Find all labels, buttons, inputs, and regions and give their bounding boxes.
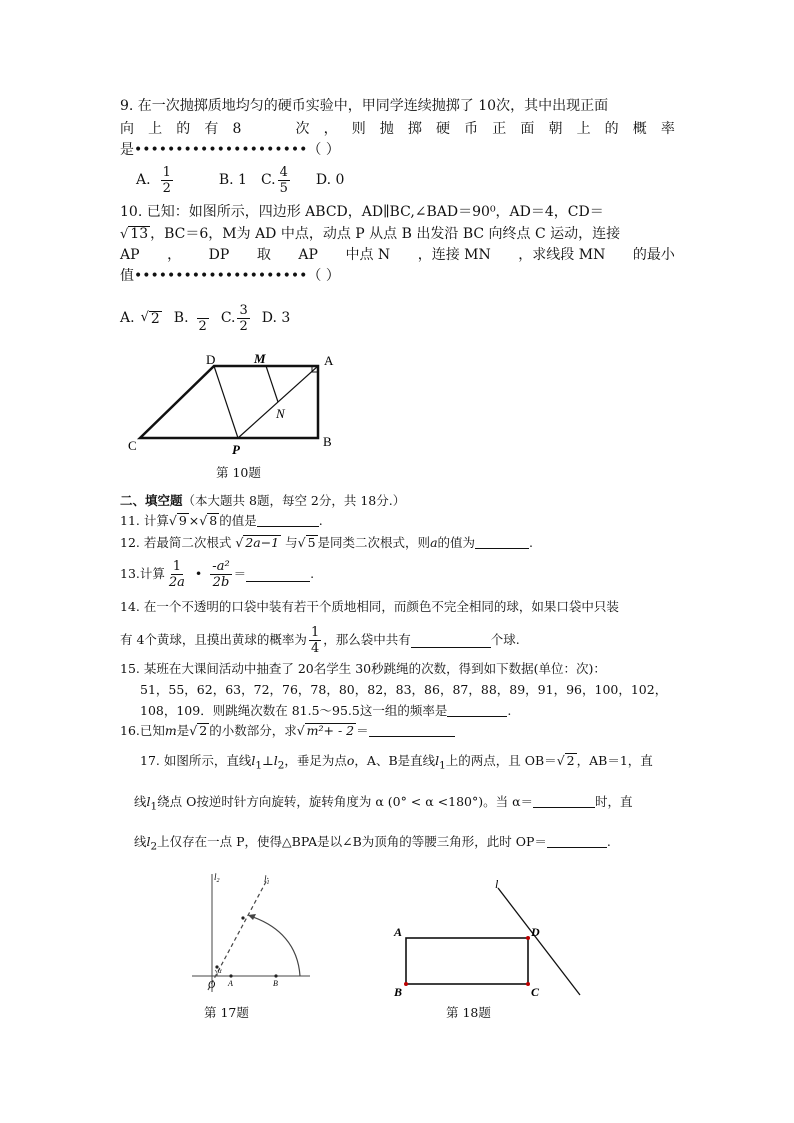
q9-word: 掷 (407, 121, 422, 137)
figure-10 (120, 352, 350, 464)
q17-l1-sub: 1 (150, 800, 158, 813)
q17-l1: l (251, 753, 256, 768)
q11-times: × (188, 513, 200, 528)
fraction-numerator: 4 (279, 164, 288, 180)
q16-eq: ＝ (356, 723, 369, 738)
q15-line3 (140, 702, 511, 720)
q10-opt-b: B. (173, 310, 189, 326)
q17-line2-end: 时，直 (595, 794, 633, 809)
q16-mid: 是 (176, 723, 190, 738)
fraction-denominator: 2 (162, 180, 171, 196)
q17-line2-mid: 绕点 O按逆时针方向旋转，旋转角度为 α (0° < α <180°)。当 α＝ (157, 794, 534, 809)
q17-line1 (140, 752, 653, 775)
fraction-denominator: 2 (239, 318, 248, 334)
q9-word: 有 (204, 121, 219, 137)
figure-18 (388, 874, 588, 1000)
q16-radicand-2: m²+ - 2 (306, 723, 355, 738)
q9-word: 硬 (436, 121, 451, 137)
q10-opt-c-fraction (237, 303, 249, 334)
q14-answer-blank[interactable] (411, 633, 491, 648)
q10-word: DP (208, 247, 230, 263)
q17-line3 (134, 833, 611, 856)
q9-options (136, 160, 344, 200)
q17-op-answer-blank[interactable] (547, 833, 607, 848)
q12 (120, 534, 533, 552)
q10-options (120, 298, 290, 338)
q10-word: ，求线段 MN (518, 247, 606, 263)
q12-mid: 与 (281, 535, 298, 550)
q10-opt-d: D. 3 (261, 310, 291, 326)
q11-radicand-2: 8 (209, 513, 218, 528)
sqrt-symbol: √ (189, 723, 198, 738)
q15-line1: 15. 某班在大课间活动中抽查了 20名学生 30秒跳绳的次数，得到如下数据(单位：次)： (120, 661, 606, 676)
q11 (120, 512, 323, 530)
q9-opt-a: A. (136, 172, 151, 188)
q15-line2: 51，55，62，63，72，76，78，80，82，83，86，87，88，89，91，96，100，102， (140, 682, 668, 697)
figure-17 (188, 868, 318, 998)
q16-answer-blank[interactable] (369, 722, 455, 737)
q9-word: 8 (232, 121, 242, 137)
figure-10-caption: 第 10题 (216, 465, 261, 480)
sqrt-symbol: √ (556, 753, 565, 768)
section-note: （本大题共 8题，每空 2分，共 18分.） (182, 493, 406, 508)
q17-line1-mid2: ，A、B是直线 (354, 753, 436, 768)
point-b (404, 982, 408, 986)
section-2-heading (120, 492, 405, 510)
fraction-numerator: 1 (310, 624, 320, 640)
sqrt-symbol: √ (140, 310, 149, 325)
q11-answer-blank[interactable] (257, 512, 319, 527)
figure-18-caption: 第 18题 (446, 1005, 491, 1020)
label-b: B (394, 985, 403, 999)
rectangle-abcd (406, 938, 528, 984)
q9-word: 则 (351, 121, 366, 137)
q14-fraction (309, 625, 321, 656)
section-title: 二、填空题 (120, 493, 183, 508)
q10-opt-a-radicand: 2 (150, 310, 160, 327)
q9-opt-d: D. 0 (315, 172, 345, 188)
fraction-numerator: 1 (162, 164, 171, 180)
label-n: N (276, 406, 285, 421)
q14-line2-pre: 有 4个黄球，且摸出黄球的概率为 (120, 632, 307, 647)
q9-opt-a-fraction (161, 165, 173, 196)
sqrt-symbol: √ (297, 535, 306, 550)
label-m: M (254, 352, 266, 366)
sqrt-symbol: √ (199, 513, 208, 528)
q16-radicand: 2 (199, 723, 208, 738)
label-o: O (208, 980, 216, 991)
point-c (526, 982, 530, 986)
q13-dot: • (194, 566, 203, 581)
q10-word: AP (120, 247, 140, 263)
q17-radicand: 2 (566, 753, 575, 768)
q9-word: 正 (492, 121, 507, 137)
q11-post: 的值是 (219, 513, 257, 528)
label-a: A (228, 979, 233, 988)
q17-line1-pre: 17. 如图所示，直线 (140, 753, 252, 768)
q9-word: ， (323, 121, 338, 137)
quadrilateral-abcd (140, 366, 318, 438)
q10-word: 中点 N (345, 247, 391, 263)
fraction-denominator: 4 (310, 640, 320, 656)
q16-pre: 16.已知 (120, 723, 165, 738)
q17-l1: l (146, 794, 151, 809)
label-a: A (394, 925, 403, 939)
point-b (274, 974, 277, 977)
q9-word: 的 (176, 121, 191, 137)
q17-line1-mid3: 上的两点，且 OB＝ (445, 753, 557, 768)
fraction-denominator: 2a (168, 574, 185, 590)
arrow-head-icon (248, 914, 256, 920)
q9-word: 抛 (379, 121, 394, 137)
q17-l2-sub: 2 (277, 759, 285, 772)
q17-l1-sub: 1 (255, 759, 262, 772)
point-on-l1 (241, 916, 244, 919)
label-l1: $l_1$ (264, 874, 270, 886)
q14-line2 (120, 620, 520, 660)
label-d: D (531, 925, 540, 939)
label-p: P (232, 442, 240, 457)
fraction-denominator: 2 (198, 318, 207, 334)
q15-line3-end: . (507, 703, 512, 718)
q9-word: 向 (120, 121, 134, 137)
q9-word: 率 (660, 121, 675, 137)
q10-word: 的最小 (632, 247, 675, 263)
q12-answer-blank[interactable] (475, 534, 529, 549)
fraction-denominator: 2b (212, 574, 230, 590)
q9-word: 面 (520, 121, 535, 137)
q9-word: 概 (632, 121, 647, 137)
q12-end: . (529, 535, 534, 550)
line-l (498, 888, 580, 995)
q14-line1: 14. 在一个不透明的口袋中装有若干个质地相同，而颜色不完全相同的球，如果口袋中只装 (120, 599, 619, 614)
label-alpha: α (218, 967, 222, 975)
fraction-denominator: 5 (279, 180, 288, 196)
q17-line3-mid: 上仅存在一点 P，使得△BPA是以∠B为顶角的等腰三角形，此时 OP＝ (157, 834, 547, 849)
label-c: C (531, 985, 540, 999)
q17-l1-sub: 1 (439, 759, 446, 772)
q14-line2-end: 个球. (490, 632, 520, 647)
label-b: B (273, 979, 278, 988)
q10-opt-a: A. (120, 310, 135, 326)
q9-opt-c: C. (260, 172, 276, 188)
sqrt-symbol: √ (120, 227, 129, 242)
q12-radicand: 2a−1 (245, 535, 280, 550)
q10-line3 (120, 245, 675, 265)
q9-word: 币 (464, 121, 479, 137)
sqrt-symbol: √ (296, 723, 305, 738)
rotation-arc (250, 916, 300, 976)
q11-pre: 11. 计算 (120, 513, 169, 528)
q10-word: AP (298, 247, 318, 263)
q17-line1-end: ，AB＝1，直 (576, 753, 653, 768)
q13-eq: ＝ (233, 566, 247, 581)
q10-line1: 10. 已知：如图所示，四边形 ABCD，AD∥BC,∠BAD＝90⁰，AD＝4，CD＝ (120, 204, 604, 220)
q17-line2 (134, 793, 633, 816)
q10-line2-text: ，BC＝6，M为 AD 中点，动点 P 从点 B 出发沿 BC 向终点 C 运动，连接 (150, 226, 621, 242)
q15-answer-blank[interactable] (447, 702, 507, 717)
label-l: l (495, 877, 499, 891)
q12-post2: 的值为 (437, 535, 476, 550)
figure-17-caption: 第 17题 (204, 1005, 249, 1020)
q10-word: ， (167, 247, 182, 263)
q17-line3-pre: 线 (134, 834, 147, 849)
fraction-numerator: -a² (212, 558, 230, 574)
q10-word: 取 (256, 247, 271, 263)
label-d: D (206, 352, 216, 367)
q17-l2: l (273, 753, 278, 768)
q17-line3-end: . (606, 834, 611, 849)
q9-opt-c-fraction (278, 165, 290, 196)
segment-dp (214, 366, 238, 438)
q9-opt-b: B. 1 (218, 172, 247, 188)
q12-post: 是同类二次根式，则 (317, 535, 431, 550)
q15-line3-pre: 108，109．则跳绳次数在 81.5～95.5这一组的频率是 (140, 703, 448, 718)
point-d (526, 936, 530, 940)
q17-o: o (346, 753, 355, 768)
q9-word: 上 (148, 121, 163, 137)
q13 (120, 554, 314, 594)
q17-l2-sub: 2 (150, 840, 158, 853)
q13-fraction-2 (210, 559, 231, 590)
q17-line2-pre: 线 (134, 794, 147, 809)
q13-pre: 13.计算 (120, 566, 165, 581)
fraction-numerator: 1 (172, 558, 182, 574)
segment-mn (266, 366, 278, 402)
q10-opt-b-fraction (197, 303, 209, 334)
q17-line1-mid: ，垂足为点 (284, 753, 347, 768)
q9-word: 的 (604, 121, 619, 137)
fraction-numerator (197, 303, 209, 319)
q11-end: . (318, 513, 323, 528)
q14-line2-post: ，那么袋中共有 (323, 632, 411, 647)
label-l2: $l_2$ (214, 872, 220, 884)
q10-line2 (120, 224, 620, 245)
q17-l2: l (146, 834, 151, 849)
q10-opt-c: C. (220, 310, 236, 326)
q9-line1: 9. 在一次抛掷质地均匀的硬币实验中，甲同学连续抛掷了 10次，其中出现正面 (120, 98, 609, 114)
q12-var: a (430, 535, 438, 550)
q16-post: 的小数部分，求 (209, 723, 297, 738)
label-b: B (323, 434, 332, 449)
label-c: C (128, 438, 137, 453)
q9-line2 (120, 119, 675, 139)
q17-perp: ⊥ (261, 753, 274, 768)
q16-m: m (164, 723, 177, 738)
q9-word: 上 (576, 121, 591, 137)
q10-word: ，连接 MN (417, 247, 491, 263)
q9-word: 朝 (548, 121, 563, 137)
q13-fraction-1 (167, 559, 187, 590)
q17-alpha-answer-blank[interactable] (533, 793, 595, 808)
q17-l1: l (435, 753, 440, 768)
fraction-numerator: 3 (239, 302, 248, 318)
q11-radicand-1: 9 (178, 513, 187, 528)
q9-word: 次 (295, 121, 310, 137)
q9-line3: 是•••••••••••••••••••••（ ） (120, 142, 340, 158)
q13-end: . (310, 566, 315, 581)
q16 (120, 722, 455, 740)
q12-radicand-2: 5 (307, 535, 316, 550)
sqrt-symbol: √ (235, 535, 244, 550)
sqrt-symbol: √ (168, 513, 177, 528)
q13-answer-blank[interactable] (246, 567, 310, 582)
point-a (229, 974, 232, 977)
q10-line4: 值•••••••••••••••••••••（ ） (120, 268, 340, 284)
label-a: A (324, 353, 334, 368)
q12-pre: 12. 若最简二次根式 (120, 535, 236, 550)
q10-radicand: 13 (130, 226, 149, 242)
